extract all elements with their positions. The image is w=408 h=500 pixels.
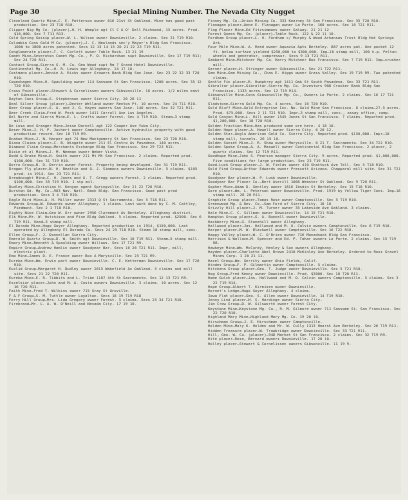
directory-entry: Golden Hope placer—A. Howell owner Sierra City. 6 20 12. — [208, 127, 334, 132]
directory-entry: Gold Find Group—Arthur Edwards owner Prescott Arizona. Chapparal mill site. Sec 31 T21 R10. — [208, 167, 401, 176]
directory-entry: Flanagan placer—Anne E. Flanagan owner La Porte. 160 acres. Sec 16 T21 R11. — [208, 23, 376, 28]
directory-entry: Hallwood placer—Jas. Hallwood and M. O. Calvin owners Camptonville. Sec 6 T19 R10. — [208, 223, 392, 228]
directory-entry: Graphite Group placer—Tomas Rose owner Camptonville. Sec 5 T19 R10. — [208, 197, 359, 202]
directory-entry: Dixie et al Mines—J. M. Neeman owner Weber Vista. — [9, 149, 119, 154]
directory-entry: Dayton Cons Group—S. Stephenson owner Sierra City. 26 28 11 — [9, 97, 142, 102]
directory-entry: Elk Mine—Mr. W. Hutchison and Pine Bldg Oakland. 5 claims. Reported prod. $2500. Sec 6 T19 R11. Hand—3 stamp mill. — [9, 215, 202, 224]
right-column — [208, 19, 401, 492]
directory-entry: Eighty Nine Claim—Geo W. Orr owner 2956 Claremont Av Berkeley. Alleghany district. — [9, 210, 193, 215]
directory-entry: Golden Spoke Group—A. A. Maxwell owner Continental Bldg San Francisco. 2 placer, 2 quartz claims. Sec 12 T19 R11. — [208, 145, 392, 154]
directory-entry: Greenwood Mg. & Dev. Co.—Sam Ford of Sierra City. 18 10 — [208, 202, 332, 207]
directory-entry: Emo Mine—James D. E. France owner Box A Marysville. Sec 25 T21 R9. — [9, 254, 157, 259]
directory-entry: Goodhope Mine—John S. Pearson manager Sierra City. 9 acres. Reported prod. $1,000,000. Five conditions for large production. Sec 23 T19 R11. — [208, 154, 401, 163]
directory-entry: Holden Mine—Mary K. Holden and Mr. W. Cully 1313 Hearst Ave Berkeley. Sec 26 T19 R11. — [208, 324, 399, 329]
directory-entry: Faith Mine—Fred T. Wilkins owner 715 Gray St Oroville. — [9, 289, 130, 294]
directory-entry: Finney Mg. Co.—Orion Mining Co. 333 Kearney St San Francisco. Sec 35 T20 R10. — [208, 19, 381, 23]
directory-entry: Gold Canyon Mine—L. Hill owner 1545 Jones St San Francisco. 7 claims. Reported prod. $1,200,000. Sec 18 T20 R10. — [208, 114, 397, 124]
directory-entry: Cross Point placer—Stewart & Cornelissen owners Gibsonville. 10 acres. 1/2 miles east of Gibsonville. — [9, 88, 200, 98]
directory-entry: Hackberry Mine—G. Stonehill owner Alleghany. — [208, 219, 307, 224]
directory-entry: Cleveland Quartz Mine—C. E. Patterson owner 616 21st St Oakland. Mine has good past production. Sec 23 T18 R10. — [9, 19, 195, 28]
directory-entry: Empire Group—Andrew Hamlin owner Goodyear Bar. Secs 16 26 T21 R11. Impr, mill, electric plant. — [9, 245, 184, 255]
directory-entry: Harper placer—M. W. Blackwell owner Camptonville. Sec 16 T22 R10. — [208, 228, 354, 233]
directory-entry: Diamond Claim Group—Merchants Exchange Bldg San Francisco. Sec 29 T23 R12. — [9, 145, 175, 150]
directory-entry: Eagle Bird Mine—A. H. Miller owner 2313 Q St Sacramento. Sec 5 T18 R11. — [9, 197, 168, 202]
directory-entry: Durston Gd. Mg. Co.—903 Nav. Natl. Bank Bldg. San Francisco. Good past prod production. Secs 3 4 T18 R10. — [9, 189, 177, 198]
directory-entry: Hidden Treasure placer—W. Trowbridge owner Downieville. Sec 33 T21 R11. — [208, 328, 367, 333]
directory-entry: Gopher Mine—Adam D. Gentley owner 1816 Ibsdin St Berkeley. Sec 15 T18 R10. — [208, 184, 374, 189]
left-column — [9, 19, 202, 492]
directory-entry: Deal Silver Group (placer)—Dexter Welland owner Renton Pt. 10 acres. Sec 24 T11 R10. — [9, 101, 198, 106]
directory-entry: Hope Group—Albert T. Kirmisen owner Downieville. — [208, 284, 316, 289]
directory-entry: Hindes Group—F. P. Gilmartin owner Camptonville. 5 claims. — [208, 263, 338, 268]
directory-entry: Hayden placer—Charlotte Abel Brown 2410 McKinley Ave Berkeley. Ordered to Ross Gravel Mines Corp. 1 20 21 11. — [208, 250, 399, 259]
directory-entry: Gore placer—Wm. L. Peterson owner Downieville. Prod. 1919 by Yellow Tiger Cons. Imp—16 stamp mill. 28 20 R11. — [208, 189, 401, 198]
directory-entry: Iowa Flat placer—Geo. S. Allen owner Downieville. 14 T19 R10. — [208, 293, 345, 298]
page-number: Page 30 — [10, 8, 40, 16]
directory-entry: Dudley Mine—Christian H. Kenyon agent Springville. Sec 21 22 T20 R10. — [9, 184, 164, 189]
directory-entry: Goodyear Bar placer—W. P. Lusk owner Downieville. — [208, 175, 318, 180]
directory-entry: Golden Fraction Mine—Has produced some ore here. 4 18 10. — [208, 123, 336, 128]
directory-entry: Continental Mg. Co.—H. R. Lewis mgr Alleghany. 24 17 10. — [9, 66, 135, 71]
directory-entry: Hazel Group—Wm. Gerrity owner Ohio Fields, Calif. — [208, 258, 318, 263]
directory-entry: Fordham Group placer—L. H. Fordham c/ Murphy & Wood Arkansas Trust Bldg Hot Springs Ark. — [208, 36, 394, 45]
directory-entry: Hill, Geo. W. Co. (placer)—948 Market St San Francisco. 2 claims. Sec 32 T19 R9. — [208, 332, 388, 337]
directory-entry: Deser Mine—J. H. P. Jochert owner Camptonville. Active hydraulic property with good production record. Sec 18 T19 R9. — [9, 127, 195, 137]
directory-entry: Jenny Lind placer—H. S. Hardinge owner Sierra City. — [208, 298, 323, 302]
directory-entry: Emerald Quartz Group—D. W. Smith agt Downieville. Sec 10 T19 R11. Steam—5 stamp mill. — [9, 236, 200, 241]
directory-entry: Dnahoe Mine—J. N. Harper agt 74 New Montgomery St San Francisco. Sec 23 T20 R10. — [9, 136, 189, 141]
directory-entry: Garner placer—H. Stringer owner Gibsonville. Sec 21 T22 R11. — [208, 66, 343, 71]
directory-entry: Hawkeye Mine—Wm. McCurdy, Henley & Son owners Alleghany. — [208, 245, 334, 250]
directory-entry: Deer Creek Claim—Fred W. Peck owner 1411 Carroll Ave Los Angeles. — [9, 110, 155, 115]
directory-entry: Deer Group placer—S. A. and J. G. Hayes owners San Jose. 140 acres. Sec 32 T21 R11. — [9, 106, 195, 111]
directory-entry: F & F Group—S. M. Tuttle owner Loyalton. Secs 18 19 T19 R18 — [9, 293, 142, 298]
directory-entry: Conglomerate placer—T. C. Corlett owner Table Rock. 13 21 19 — [9, 49, 144, 54]
directory-entry: Golden Sunset Mine—J. R. Shaw owner Marysville. 6 21 T. Sacramento. Sec 34 T22 R10. — [208, 141, 394, 146]
directory-entry: Hornet's Ledge—Hugo Goyer Alleghany. 4 claims. — [208, 289, 311, 294]
directory-entry: Happy Valley placer—W. C. O'Brien owner 716 Monadnock Bldg San Francisco. — [208, 232, 372, 237]
directory-entry: Gladstone—Sierra Gold Mg. Co. 4 acres. Sec 16 T20 R10. — [208, 101, 329, 106]
directory-entry: Keystone Mine—Keystone Mg. Co., R. M. Gilmore owner 711 Sansome St. San Francisco. Sec 22 T20 R10. — [208, 306, 401, 316]
directory-entry: Gibsonville Mine—Cons Gibsonville Mg. Co., Owners La Porte. 2 claims. Sec 16 17 T21 R11. — [208, 93, 394, 102]
directory-entry: Forest Queen Mg. Co. (placer)—Table Rock. 122 & 22 11 10. — [208, 32, 336, 37]
directory-entry: Gentle Fin placer—R. Humphrey agt 1411 Oak St South Pasadena. Sec 33 T21 R11. — [208, 80, 381, 85]
directory-entry: Holley placer—Stewart & Cornelissen owners Gibsonville. 11 19 9. — [208, 341, 352, 346]
directory-entry: Excelsior placer—John and M. A. Costa owners Downieville. 3 claims. 10 acres. Sec 12 16 T20 R11. — [9, 280, 198, 289]
directory-entry: Hite placer—Rose, Bernard owners Downieville. 17 20 10. — [208, 337, 332, 342]
directory-entry: Emory Mine—Bennett & Spaulding owner Willows. Sec 17 T21 R9. — [9, 241, 144, 246]
directory-entry: Hog Group—Fred Kenny owner Downieville. Prod. $3000. Sec 18 T20 R11. — [208, 271, 361, 276]
directory-entry: Comet Mine—Severoton Comet Mg. Co., P. O. Richardson supt Downieville. Sec 17 T19 R11; Sec 24 T20 R11. — [9, 53, 202, 63]
two-column-body — [9, 19, 401, 492]
directory-entry: Hitchens Group placer—Geo. T. Judge owner Downieville. Sec 5 T21 R10. — [208, 267, 363, 272]
directory-entry: Goodyear Bar Placer Co.—Bert Averill 1068 Webster St Oakland. Sec 9 T20 R11. — [208, 180, 379, 185]
directory-entry: Columbia Cons Gold M Co. (placer)—J. C. Newlands sec'y Mayor's Bldg San Francisco. 1000 to 1800 acres patented. Secs 12 13 14 15 20 21 22 23 T19 R11. — [9, 40, 193, 50]
directory-entry: Four Mile Mine—W. A. Reed owner Aquavia Apts Berkeley. 887 acres pat. One pocket 12 ft. below surface yielded $250,000 to $300,000. Imp—16 stamp mill, 100 h.p. Pelton wheels and generator, compressor. Secs 9 13 T21 R11. — [208, 45, 397, 58]
directory-entry: Good-Luck Group placer—J. W. Fields owner 410 Shattuck Ave Tell. Sec 5 T18 R10. — [208, 162, 385, 167]
directory-entry: Gabbard Mine—Mitchner Mg. Co. Harry Mitchner Box Francisco. Sec 7 T19 R12. Imp—crusher mill. — [208, 58, 401, 67]
directory-entry: Hampton Group placer—G. A. Bunnell owner Downieville. — [208, 215, 327, 220]
directory-entry: Del Norte and Sierra Mine—E. L. Crafts owner Forest. Sec 4 T19 R10. Steam—3 stamp mill. — [9, 114, 191, 124]
directory-entry: Grizzly Hill placer—J. M. Turner owner 35 Lakeside Ave Oakland. 3 claims. — [208, 206, 372, 211]
directory-entry: Eureka Mine—E. R. Tibbits and L. Tribe 1107 4th St Sacramento. Sec 12 13 T21 R9. — [9, 276, 189, 281]
running-title: Special Mining Number. The Nevada City Nugget — [113, 8, 295, 16]
directory-entry: Flag Placer Mine—Ed Fitzsimmons owner Galway. 21 21 12 — [208, 27, 329, 32]
directory-entry: Eureka Mine—Wm. Erwin part owner Downieville. C. E. Ketterman Downieville. Sec 17 T20 R10. — [9, 258, 200, 268]
directory-entry: Gold Bluff Mine—Gold Entreprise Inc. No. Gold Mine San Francisco. 8 claims—27.5 acres. Prod. $75,000. Secs 2 11 T21 R10. Impr—3 stamp mill, conc., assay office, comp. — [208, 106, 401, 115]
directory-entry: Jim Crow Group—D. W. Gilsworth owner Forest City. — [208, 302, 318, 307]
directory-entry: Gibraltar placer—Gibraltar-Sierra Mg. Co. Investors 908 Crocker Bank Bldg San Francisco. 1133 acres. Sec 12 T19 R14. — [208, 84, 381, 93]
directory-entry: Copenhagen Mine—H. Spaulding owner 114 Sansome St San Francisco. 1200 acres. Sec 35 12 T20 R10. — [9, 80, 202, 89]
directory-entry: Contact Group—Sierra G. M. Co. Geo Wood supt Rm 7 Grand Hotel Downieville. — [9, 62, 175, 67]
directory-entry: Edwards Group—W. Edwards owner Alleghany. 1 claims. Last work done by C. M. Cattley, Piedmont. Sec 2 1 T18 R10. — [9, 202, 198, 211]
directory-entry: Ferry Hill Group—Mrs. Lida Gregory owner Forest. 5 claims. Secs 25 34 T21 R10. — [9, 298, 184, 302]
directory-entry: Dorro Group—B. D. Derrin owner Forest. Property being developed. Sec 31 T19 R11. — [9, 162, 189, 167]
directory-entry: Home Gulch placer—Jas. Hallwood and M. O. Calvin owners Camptonville. 5 claims. Sec 3 22 T19 R14. — [208, 276, 399, 285]
directory-entry: Clipper Nig Mg Co. (placer)—H. H. Wemple agt Cl C A O' Dell Richmond, 15 acres. Prod. $16,000. Sec 7 T11 R13. — [9, 27, 200, 37]
document-page — [7, 6, 401, 494]
directory-entry: El Dorado Mine—Hugo Goyer Alleghany. Reported production in 1914, $150,000. Last operated by Alleghany El Dorado Co. Secs 24 25 T18 R10. Steam 10 stamp mill, conc. — [9, 223, 198, 233]
directory-entry: Cold Spring Gossip placer—W. L. Wilson owner Downieville. 2 claims. Sec 31 T19 R10. — [9, 36, 195, 41]
directory-entry: Ellen Group—F. J. Donnellan Sierra City. — [9, 232, 99, 237]
directory-entry: Firebrand—Mr. L. A. W. O'Neill and Nevada City. 17 19 10. — [9, 302, 137, 307]
directory-entry: Highland Mary Mine—Highland Mary Mg. Co. 19 20 10. — [208, 315, 320, 320]
directory-entry: Gem Mine—Gem Mining Co., Chas E. Higgs owner Grass Valley. Sec 19 T19 R9. Two patented claims. — [208, 71, 401, 80]
directory-entry: Hirschman Group—J. E. Hirschman owner Camptonville. — [208, 319, 323, 324]
directory-entry: Euclid Group—Margaret H. Dudley owner 2615 Wakefield Av Oakland. 5 claims and mill site. Secs 21 22 T20 R11. — [9, 267, 193, 276]
directory-entry: Hale Mine—C. C. Sillman owner Downieville. 14 15 T21 R10. — [208, 210, 336, 215]
directory-entry: Costmann placer—Jennie A. Ricks owner Growers Bank Bldg San Jose. Sec 23 22 32 33 T20 R10. — [9, 71, 200, 80]
directory-entry: Dodd & Drake Mine—H. Smith owner 211 Mt Mt San Francisco. 2 claims. Reported prod. $100,000. Sec 31 T19 R10. — [9, 154, 193, 163]
directory-entry: Diana Claims placer—C. B. Wingate owner 211 El Centro Av Pasadena. 140 acres. — [9, 141, 182, 146]
directory-entry: Dragon Fly placer—N. H. Beattie and O. J. Simmons owners Downieville. 5 claims. $105 prod. in 1914. Sec 23 T21 R11. — [9, 167, 198, 176]
directory-entry: Golden Star—Anglo American Gold Co. Sierra City. Reported prod. $150,000. Impr—10 stamp mill, tunnels. 26 15 10. — [208, 132, 390, 141]
directory-entry: De Losa and Granger Mine—Jesse Darnell agt 122 Cooper Ave Yuba City. — [9, 123, 162, 128]
directory-entry: Dreadnought Mine—C. H. Jones and O. T. Gregg owners Forest. 2 claims. Reported prod. $106,000. Sec 35 T19 R10. 1 stp mil. — [9, 175, 198, 185]
directory-entry: Harrison & Wallace—M. Spencer and Ed. P. Tahar owners La Porte. 2 claims. Sec 15 T19 R8. — [208, 236, 397, 246]
